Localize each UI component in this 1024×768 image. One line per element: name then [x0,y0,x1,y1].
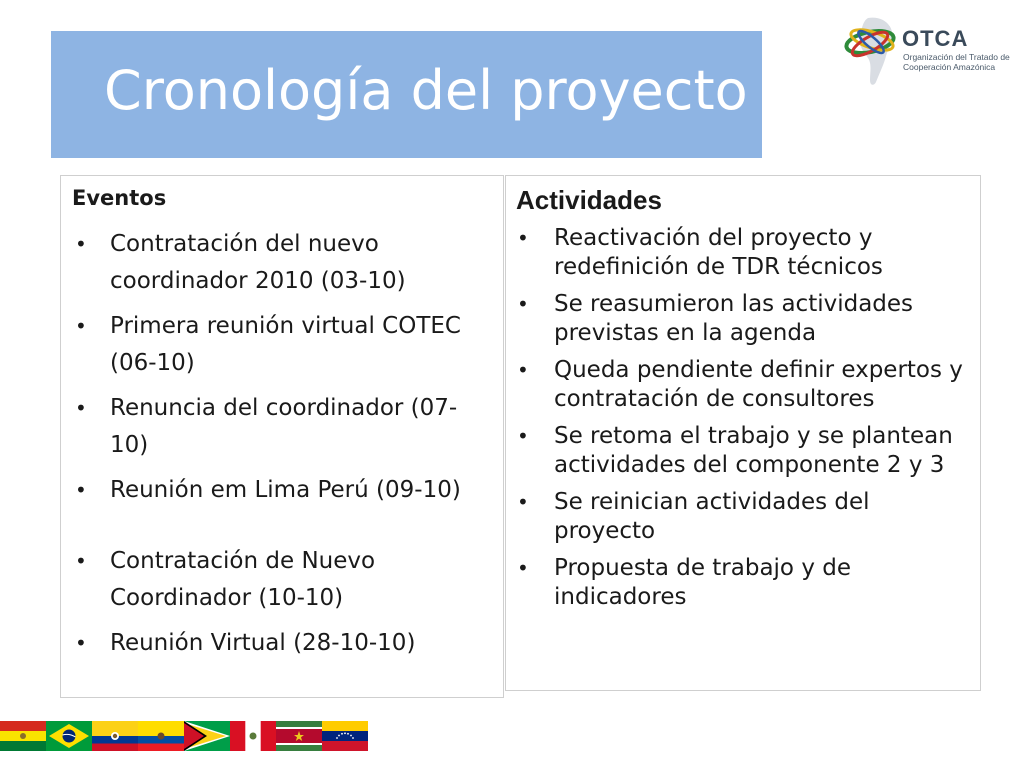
list-item [61,308,501,382]
list-item-text: Contratación del nuevo coordinador 2010 (03-10) [110,231,406,294]
otca-logo [840,12,1020,92]
list-item [61,226,501,300]
logo-name: OTCA [902,26,969,51]
bullet-glyph: • [75,314,87,338]
guyana-flag [184,721,230,751]
bullet-glyph: • [75,631,87,655]
bullet-glyph: • [75,549,87,573]
events-list [61,226,501,670]
list-item-text: Renuncia del coordinador (07-10) [110,395,458,458]
bullet-glyph: • [75,232,87,256]
list-item-text: Propuesta de trabajo y de indicadores [554,555,851,610]
bullet-glyph: • [517,424,529,448]
list-item-text: Reunión em Lima Perú (09-10) [110,477,461,503]
list-item-text: Se reinician actividades del proyecto [554,489,870,544]
brazil-flag [46,721,92,751]
bullet-glyph: • [517,226,529,250]
bullet-glyph: • [75,478,87,502]
title-banner [51,31,762,158]
activities-list [506,224,976,620]
slide-title: Cronología del proyecto [104,59,748,122]
activities-heading: Actividades [516,185,662,215]
list-item [61,543,501,617]
bolivia-flag [0,721,46,751]
list-item-text: Se reasumieron las actividades previstas en la agenda [554,291,914,346]
logo-subtitle: Organización del Tratado de Cooperación Amazónica [903,52,1010,72]
bullet-glyph: • [517,292,529,316]
otca-swirl-map-icon [840,12,904,92]
events-heading: Eventos [72,186,167,210]
peru-flag [230,721,276,751]
bullet-glyph: • [75,396,87,420]
list-item [506,356,976,414]
list-item [61,625,501,662]
list-item-text: Queda pendiente definir expertos y contratación de consultores [554,357,963,412]
bullet-glyph: • [517,490,529,514]
suriname-flag [276,721,322,751]
list-item [61,390,501,464]
bullet-glyph: • [517,358,529,382]
events-panel [60,175,504,698]
list-item-text: Primera reunión virtual COTEC (06-10) [110,313,461,376]
list-item-text: Reunión Virtual (28-10-10) [110,630,416,656]
list-item [506,422,976,480]
list-item [506,290,976,348]
list-item [61,472,501,509]
list-item [506,224,976,282]
venezuela-flag [322,721,368,751]
list-item [506,488,976,546]
list-item [506,554,976,612]
bullet-glyph: • [517,556,529,580]
list-item-text: Contratación de Nuevo Coordinador (10-10) [110,548,376,611]
list-item-text: Se retoma el trabajo y se plantean actividades del componente 2 y 3 [554,423,953,478]
ecuador-flag [138,721,184,751]
colombia-flag [92,721,138,751]
list-item-text: Reactivación del proyecto y redefinición de TDR técnicos [554,225,883,280]
member-flags-strip [0,721,380,751]
activities-panel [505,175,981,691]
